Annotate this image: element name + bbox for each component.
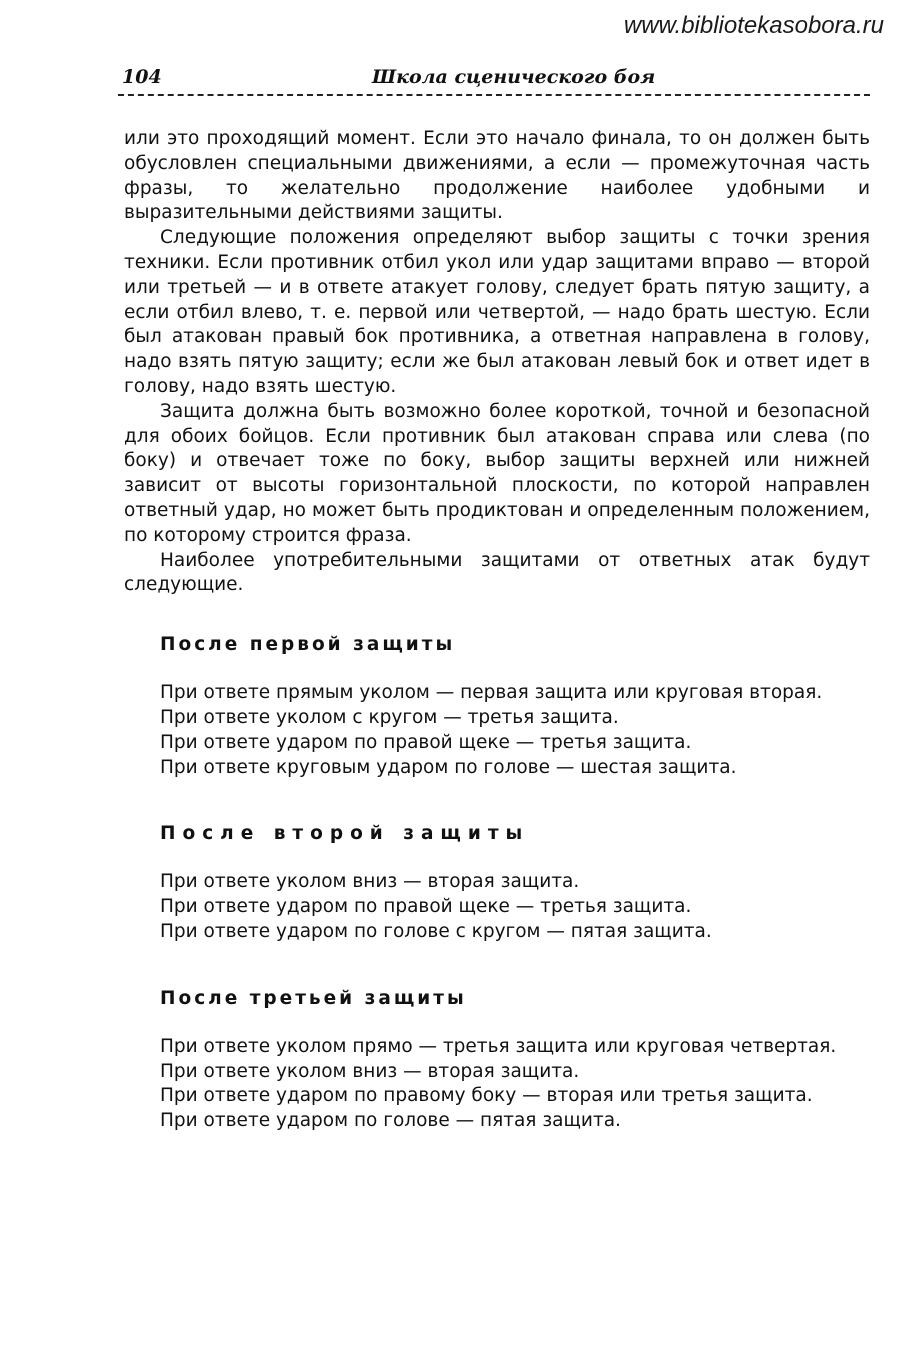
paragraph: Защита должна быть возможно более короткой, точной и безопасной для обоих бойцов. Если противник был атакован справа или слева (по боку) и отвечает тоже по боку, выбор защиты верхней или нижней зависит от высоты горизонтальной плоскости, по которой направлен ответный удар, но может быть продиктован и определенным положением, по которому строится фраза. (124, 400, 870, 546)
list-item: При ответе ударом по правой щеке — третья защита. (160, 896, 692, 918)
list-item: При ответе уколом вниз — вторая защита. (160, 871, 580, 893)
list-item: При ответе уколом вниз — вторая защита. (160, 1060, 580, 1082)
list-item: При ответе ударом по голове с кругом — пятая защита. (160, 920, 712, 942)
header-rule (118, 94, 870, 96)
list-item: При ответе ударом по правому боку — вторая или третья защита. (160, 1085, 813, 1107)
running-head (122, 60, 868, 94)
paragraph: или это проходящий момент. Если это начало финала, то он должен быть обусловлен специальными движениями, а если — промежуточная часть фразы, то желательно продолжение наиболее удобными и выразительными действиями защиты. (124, 128, 870, 224)
section-heading: После второй защиты (160, 823, 530, 845)
list-item: При ответе уколом с кругом — третья защита. (160, 706, 619, 728)
list-item: При ответе круговым ударом по голове — шестая защита. (160, 756, 737, 778)
section-heading: После третьей защиты (160, 987, 467, 1009)
list-item: При ответе ударом по голове — пятая защита. (160, 1110, 621, 1132)
paragraph: Следующие положения определяют выбор защиты с точки зрения техники. Если противник отбил укол или удар защитами вправо — второй или третьей — и в ответе атакует голову, следует брать пятую защиту, а если отбил влево, т. е. первой или четвертой, — надо брать шестую. Если был атакован правый бок противника, а ответная направлена в голову, надо взять пятую защиту; если же был атакован левый бок и ответ идет в голову, надо взять шестую. (124, 227, 870, 397)
list-item: При ответе прямым уколом — первая защита или круговая вторая. (160, 682, 823, 704)
section-heading: После первой защиты (160, 634, 456, 656)
paragraph: Наиболее употребительными защитами от ответных атак будут следующие. (124, 549, 870, 596)
page-number: 104 (122, 66, 162, 88)
page-body (124, 127, 870, 1134)
book-title: Школа сценического боя (372, 66, 656, 88)
list-item: При ответе ударом по правой щеке — третья защита. (160, 731, 692, 753)
list-item: При ответе уколом прямо — третья защита или круговая четвертая. (160, 1035, 837, 1057)
watermark-url: www.bibliotekasobora.ru (623, 12, 884, 39)
